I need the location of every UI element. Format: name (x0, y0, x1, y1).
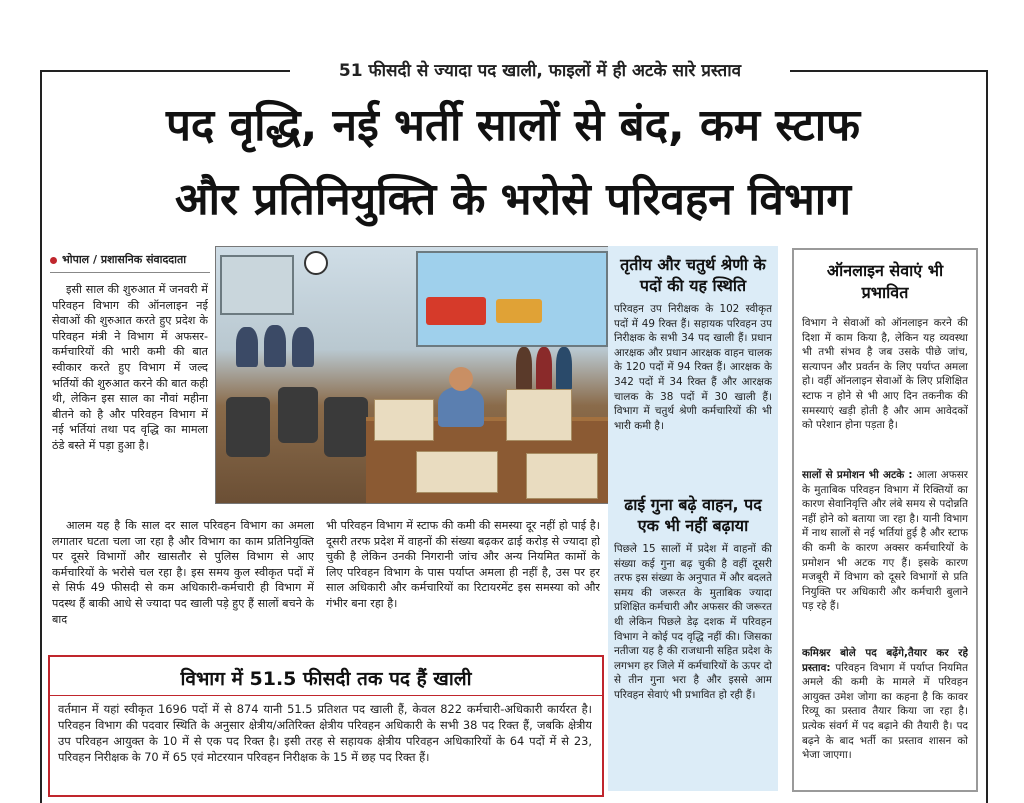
blue-sidebar-text-2: पिछले 15 सालों में प्रदेश में वाहनों की संख्या कई गुना बढ़ चुकी है वहीं दूसरी तरफ इस संख्या के अनुपात में और बदलते समय की जरूरत के मुताबिक ज्यादा प्रशिक्षित कर्मचारी और अफसर की जरूरत थी लेकिन पिछले डेढ़ दशक में परिवहन विभाग ने कोई पद वृद्धि नहीं की। जिसका नतीजा यह है की राजधानी सहित प्रदेश के लगभग हर जिले में कर्मचारियों के ऊपर दो से तीन गुना भरा है और इससे आम परिवहन सेवाएं भी प्रभावित हो रही हैं। (614, 543, 772, 701)
empty-chair (278, 387, 318, 443)
blue-sidebar-text-1: परिवहन उप निरीक्षक के 102 स्वीकृत पदों में 49 रिक्त हैं। सहायक परिवहन उप निरीक्षक के सभी 34 पद खाली हैं। प्रधान आरक्षक और प्रधान आरक्षक वाहन चालक के 120 पदों में 94 रिक्त हैं। आरक्षक के 342 पदों में 34 रिक्त हैं और आरक्षक चालक के 38 पदों में 30 खाली हैं। विभाग में चतुर्थ श्रेणी कर्मचारियों की भी भारी कमी है। (614, 303, 772, 432)
vacancy-box-rule (50, 695, 602, 696)
empty-chair (324, 397, 368, 457)
file-stack (526, 453, 598, 499)
promotion-text (802, 468, 968, 644)
bus-icon (426, 297, 486, 325)
headline-line-1: पद वृद्धि, नई भर्ती सालों से बंद, कम स्टाफ (165, 100, 861, 151)
online-services-box (792, 248, 978, 792)
online-services-heading: ऑनलाइन सेवाएं भी प्रभावित (826, 261, 944, 302)
office-illustration (215, 246, 610, 504)
commissioner-lead: कमिश्नर बोले पद बढ़ेंगे,तैयार कर रहे प्रस्ताव: (802, 647, 968, 674)
commissioner-text (802, 646, 968, 786)
frame-left-rule (40, 70, 42, 803)
empty-chair (226, 397, 270, 457)
queue-figure (536, 347, 552, 391)
vacancy-box (48, 655, 604, 797)
byline-rule (50, 272, 210, 273)
truck-icon (496, 299, 542, 323)
officer-figure (292, 327, 314, 367)
headline-line-2: और प्रतिनियुक्ति के भरोसे परिवहन विभाग (175, 174, 851, 225)
column-left-paragraph: आलम यह है कि साल दर साल परिवहन विभाग का अमला लगातार घटता चला जा रहा है और विभाग का काम प्रतिनियुक्ति पर दूसरे विभागों और खासतौर से पुलिस विभाग से आए कर्मचारियों के भरोसे चल रहा है। इस समय कुल स्वीकृत पदों में से सिर्फ 49 फीसदी से कम अधिकारी-कर्मचारी ही विभाग में पदस्थ हैं बाकी आधे से ज्यादा पद खाली पड़े हुए हैं सालों बचने के बाद (52, 519, 314, 626)
file-stack (374, 399, 434, 441)
column-mid-paragraph: भी परिवहन विभाग में स्टाफ की कमी की समस्या दूर नहीं हो पाई है। दूसरी तरफ प्रदेश में वाहनों की संख्या बढ़कर ढाई करोड़ से ज्यादा हो चुकी है लेकिन उनकी निगरानी जांच और अन्य नियमित कामों के लिए परिवहन विभाग के पास पर्याप्त अमला ही नहीं है, उस पर हर साल अधिकारी और कर्मचारियों का रिटायरमेंट इस समस्या को और गंभीर बना रहा है। (326, 519, 600, 610)
queue-figure (516, 347, 532, 391)
commissioner-body: परिवहन विभाग में पर्याप्त नियमित अमले की कमी के मामले में परिवहन आयुक्त उमेश जोगा का कहना है कि कावर रिव्यू का प्रस्ताव तैयार किया जा रहा है। प्रत्येक संवर्ग में पद बढ़ाने की तैयारी है। पद बढ़ने के बाद भर्ती का प्रस्ताव शासन को भेजा जाएगा। (802, 661, 968, 762)
promotion-body: आला अफसर के मुताबिक परिवहन विभाग में रिक्तियों का कारण सेवानिवृत्ति और लंबे समय से पदोन्नति नहीं होने को बताया जा रहा है। यानी विभाग में नाथ सालों से नई भर्तियां हुई है और स्टाफ की कमी के कारण अक्सर कर्मचारियों के प्रमोशन भी अटक गए हैं। इसके कारण मजबूरी में विभाग को दूसरे विभागों से प्रति नियुक्ति पर अधिकारी और कर्मचारी बुलाने पड़ रहे हैं। (802, 469, 968, 613)
lead-paragraph: इसी साल की शुरुआत में जनवरी में परिवहन विभाग की ऑनलाइन नई सेवाओं की शुरुआत करते हुए प्रदेश के परिवहन मंत्री ने विभाग में अफसर- कर्मचारियों की भारी कमी की बात स्वीकार करते हुए विभाग में जल्द भर्तियों की शुरुआत करने की बात कही थी, लेकिन इस साल का नौवां महीना बीतने को है और परिवहन विभाग में नई भर्तियां तथा पद वृद्धि का मामला ठंडे बस्ते में पड़ा हुआ है। (52, 283, 208, 452)
byline (50, 252, 220, 267)
clerk-figure (438, 387, 484, 427)
promotion-lead: सालों से प्रमोशन भी अटके : (802, 469, 913, 481)
kicker-text: 51 फीसदी से ज्यादा पद खाली, फाइलों में ही अटके सारे प्रस्ताव (290, 58, 790, 81)
officer-figure (236, 327, 258, 367)
online-services-text: विभाग ने सेवाओं को ऑनलाइन करने की दिशा में काम किया है, लेकिन यह व्यवस्था भी तभी संभव है जब उसके पीछे जांच, सत्यापन और प्रवर्तन के लिए पर्याप्त अमला हो। वहीं ऑनलाइन सेवाओं के लिए प्रशिक्षित स्टाफ न होने से भी आए दिन तकनीक की समस्याएं खड़ी होती है और आम आवेदकों को परेशान होना पड़ता है। (802, 317, 968, 432)
kicker-rule-left (40, 70, 290, 72)
window-left (220, 255, 294, 315)
clerk-head (449, 367, 473, 391)
file-stack (506, 389, 572, 441)
blue-sidebar (608, 246, 778, 791)
kicker-rule-right (790, 70, 988, 72)
vacancy-box-title: विभाग में 51.5 फीसदी तक पद हैं खाली (180, 668, 472, 690)
file-stack (416, 451, 498, 493)
frame-right-rule (986, 70, 988, 803)
wall-clock-icon (304, 251, 328, 275)
officer-figure (264, 325, 286, 367)
bullet-icon (50, 257, 57, 264)
blue-sidebar-heading-1: तृतीय और चतुर्थ श्रेणी के पदों की यह स्थिति (620, 255, 766, 295)
byline-text: भोपाल / प्रशासनिक संवाददाता (62, 253, 187, 266)
blue-sidebar-heading-2: ढाई गुना बढ़े वाहन, पद एक भी नहीं बढ़ाया (624, 495, 762, 535)
vacancy-box-text: वर्तमान में यहां स्वीकृत 1696 पदों में से 874 यानी 51.5 प्रतिशत पद खाली हैं, केवल 822 कर्मचारी-अधिकारी कार्यरत है। परिवहन विभाग की पदवार स्थिति के अनुसार क्षेत्रीय/अतिरिक्त क्षेत्रीय परिवहन अधिकारी के सभी 38 पद रिक्त हैं, जबकि क्षेत्रीय उप परिवहन आयुक्त के 10 में से एक पद रिक्त है। इसी तरह से सहायक क्षेत्रीय परिवहन अधिकारियों के 64 पदों में से 23, परिवहन निरीक्षक के 70 में 65 एवं मोटरयान परिवहन निरीक्षक के 15 में छह पद रिक्त हैं। (58, 702, 592, 764)
queue-figure (556, 347, 572, 391)
